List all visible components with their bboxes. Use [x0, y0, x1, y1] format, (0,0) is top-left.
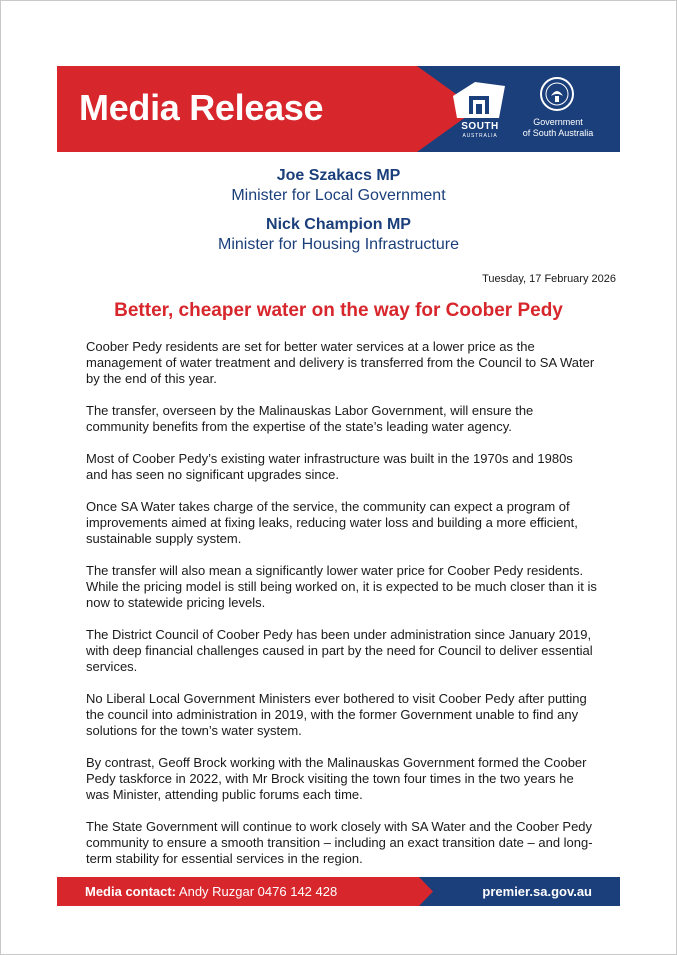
minister-role: Minister for Local Government — [231, 187, 446, 204]
government-crest-icon — [539, 76, 575, 112]
body-paragraph: The State Government will continue to work closely with SA Water and the Coober Pedy community to ensure a smooth transition – including an exact transition date – and long-term stability for essential services in the region. — [86, 819, 593, 866]
body-paragraph: Coober Pedy residents are set for better water services at a lower price as the management of water treatment and delivery is transferred from the Council to SA Water by the end of this year. — [86, 339, 595, 386]
minister-entry — [57, 215, 620, 255]
release-date: Tuesday, 17 February 2026 — [482, 273, 616, 285]
page-title: Media Release — [79, 87, 324, 128]
ministers-block — [57, 166, 620, 255]
sa-logo-subtext: AUSTRALIA — [462, 133, 498, 139]
body-paragraph: By contrast, Geoff Brock working with the Malinauskas Government formed the Coober Pedy taskforce in 2022, with Mr Brock visiting the town four times in the two years he was Minister, attending public forums each time. — [86, 755, 587, 802]
body-paragraph: Once SA Water takes charge of the service, the community can expect a program of improvements aimed at fixing leaks, reducing water loss and building a more efficient, sustainable supply system. — [86, 499, 578, 546]
media-contact-label: Media contact: — [85, 884, 177, 899]
sa-logo-wordmark: SOUTH — [461, 121, 499, 132]
body-paragraph: No Liberal Local Government Ministers ever bothered to visit Coober Pedy after putting the council into administration in 2019, with the former Government unable to find any solutions for the town’s water system. — [86, 691, 587, 738]
body-paragraph: The transfer will also mean a significantly lower water price for Coober Pedy residents. While the pricing model is still being worked on, it is expected to be much closer than it is now to statewide pricing levels. — [86, 563, 597, 610]
footer-banner — [57, 877, 620, 906]
minister-name: Joe Szakacs MP — [276, 167, 401, 184]
government-wordmark: Government of South Australia — [522, 117, 594, 138]
body-paragraph: Most of Coober Pedy’s existing water infrastructure was built in the 1970s and 1980s and has seen no significant upgrades since. — [86, 451, 573, 482]
minister-role: Minister for Housing Infrastructure — [218, 236, 459, 253]
body-paragraph: The transfer, overseen by the Malinauskas Labor Government, will ensure the community benefits from the expertise of the state’s leading water agency. — [86, 403, 534, 434]
header-banner — [57, 66, 620, 152]
minister-name: Nick Champion MP — [266, 216, 411, 233]
media-contact — [85, 884, 337, 899]
minister-entry — [57, 166, 620, 206]
media-contact-value: Andy Ruzgar 0476 142 428 — [178, 884, 338, 899]
body-paragraph: The District Council of Coober Pedy has been under administration since January 2019, with deep financial challenges caused in part by the need for Council to deliver essential services. — [86, 627, 593, 674]
headline: Better, cheaper water on the way for Coober Pedy — [114, 300, 563, 321]
release-body — [86, 339, 598, 883]
website-link[interactable]: premier.sa.gov.au — [482, 884, 592, 899]
